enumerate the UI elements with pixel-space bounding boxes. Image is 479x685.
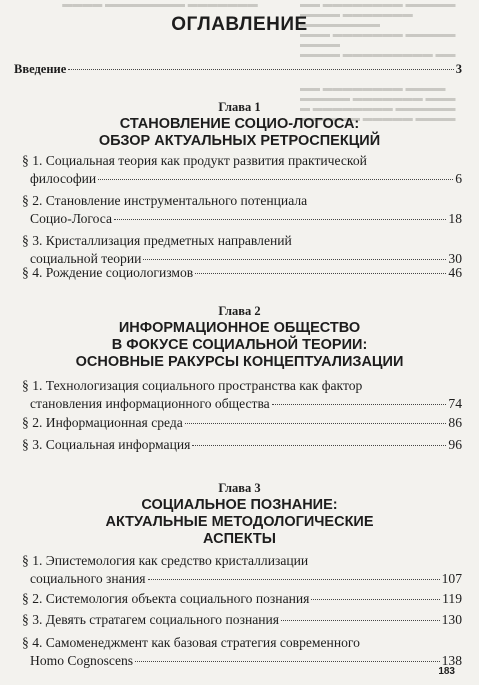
entry-page: 138 [441,653,462,668]
entry-label: § 3. Социальная информация [22,437,191,452]
toc-entry[interactable] [22,232,462,268]
dot-leader [195,273,446,274]
chapter-label: Глава 3 [218,481,261,495]
entry-label: Homo Cognoscens [30,653,134,668]
entry-label: § 2. Информационная среда [22,415,183,430]
entry-page: 96 [448,437,462,452]
toc-entry-intro[interactable] [14,60,462,78]
entry-label: социального знания [30,571,146,586]
entry-label: Введение [14,62,67,76]
chapter-title: ИНФОРМАЦИОННОЕ ОБЩЕСТВО В ФОКУСЕ СОЦИАЛЬНОЙ ТЕОРИИ: ОСНОВНЫЕ РАКУРСЫ КОНЦЕПТУАЛИЗАЦИИ [75,320,404,370]
toc-entry[interactable] [22,264,462,282]
entry-line: § 1. Социальная теория как продукт развития практической [22,153,367,168]
toc-entry[interactable] [22,152,462,188]
toc-entry[interactable] [22,590,462,608]
bleed-through-text: ▬▬ ▬▬▬▬▬▬▬▬ ▬▬▬▬ ▬▬▬▬▬ ▬▬▬▬▬▬▬ ▬▬▬ ▬ ▬▬▬▬▬▬▬▬ ▬▬▬▬▬▬ ▬▬▬▬▬▬ ▬▬▬▬▬ ▬▬▬▬ [300,83,456,124]
entry-line: § 1. Эпистемология как средство кристаллизации [22,553,309,568]
toc-entry[interactable] [22,552,462,588]
entry-line: § 2. Становление инструментального потенциала [22,193,308,208]
entry-page: 30 [448,251,462,266]
entry-page: 130 [441,612,462,627]
toc-entry[interactable] [22,436,462,454]
dot-leader [311,599,440,600]
entry-page: 6 [455,171,462,186]
entry-page: 3 [455,62,462,76]
dot-leader [68,69,453,70]
dot-leader [148,579,440,580]
entry-page: 107 [441,571,462,586]
entry-line: § 4. Самоменеджмент как базовая стратегия современного [22,635,360,650]
entry-label: Социо-Логоса [30,211,113,226]
page-number: 183 [438,666,455,677]
entry-page: 119 [442,591,462,606]
toc-entry[interactable] [22,377,462,413]
dot-leader [135,661,440,662]
entry-label: становления информационного общества [30,396,270,411]
dot-leader [281,620,440,621]
entry-label: § 2. Системология объекта социального познания [22,591,310,606]
dot-leader [272,404,447,405]
entry-label: § 4. Рождение социологизмов [22,265,194,280]
bleed-through-text: ▬▬▬▬ ▬▬▬▬▬▬▬▬ ▬▬▬▬▬▬▬ [62,0,258,10]
toc-entry[interactable] [22,192,462,228]
dot-leader [114,219,446,220]
entry-page: 46 [448,265,462,280]
entry-label: социальной теории [30,251,142,266]
entry-page: 74 [448,396,462,411]
entry-page: 86 [448,415,462,430]
chapter-title: СОЦИАЛЬНОЕ ПОЗНАНИЕ: АКТУАЛЬНЫЕ МЕТОДОЛОГИЧЕСКИЕ АСПЕКТЫ [105,497,374,547]
dot-leader [143,259,446,260]
chapter-title: СТАНОВЛЕНИЕ СОЦИО-ЛОГОСА: ОБЗОР АКТУАЛЬНЫХ РЕТРОСПЕКЦИЙ [98,116,381,149]
entry-label: § 3. Девять стратагем социального познания [22,612,280,627]
chapter-label: Глава 1 [218,100,261,114]
toc-entry[interactable] [22,414,462,432]
dot-leader [98,179,453,180]
chapter-label: Глава 2 [218,304,261,318]
dot-leader [185,423,447,424]
entry-line: § 1. Технологизация социального пространства как фактор [22,378,363,393]
bleed-through-text: ▬▬ ▬▬▬▬▬▬▬▬ ▬▬▬▬▬ ▬▬▬▬ ▬▬▬▬▬▬▬ ▬▬▬▬▬▬▬▬ ▬▬▬ ▬▬▬▬▬▬▬ ▬▬▬▬▬ ▬▬▬▬ ▬▬▬▬ ▬▬▬▬▬▬▬▬▬ ▬▬ [300,0,456,60]
toc-title: ОГЛАВЛЕНИЕ [171,14,308,35]
toc-entry[interactable] [22,634,462,670]
dot-leader [192,445,446,446]
entry-line: § 3. Кристаллизация предметных направлений [22,233,292,248]
toc-entry[interactable] [22,611,462,629]
entry-page: 18 [448,211,462,226]
entry-label: философии [30,171,97,186]
